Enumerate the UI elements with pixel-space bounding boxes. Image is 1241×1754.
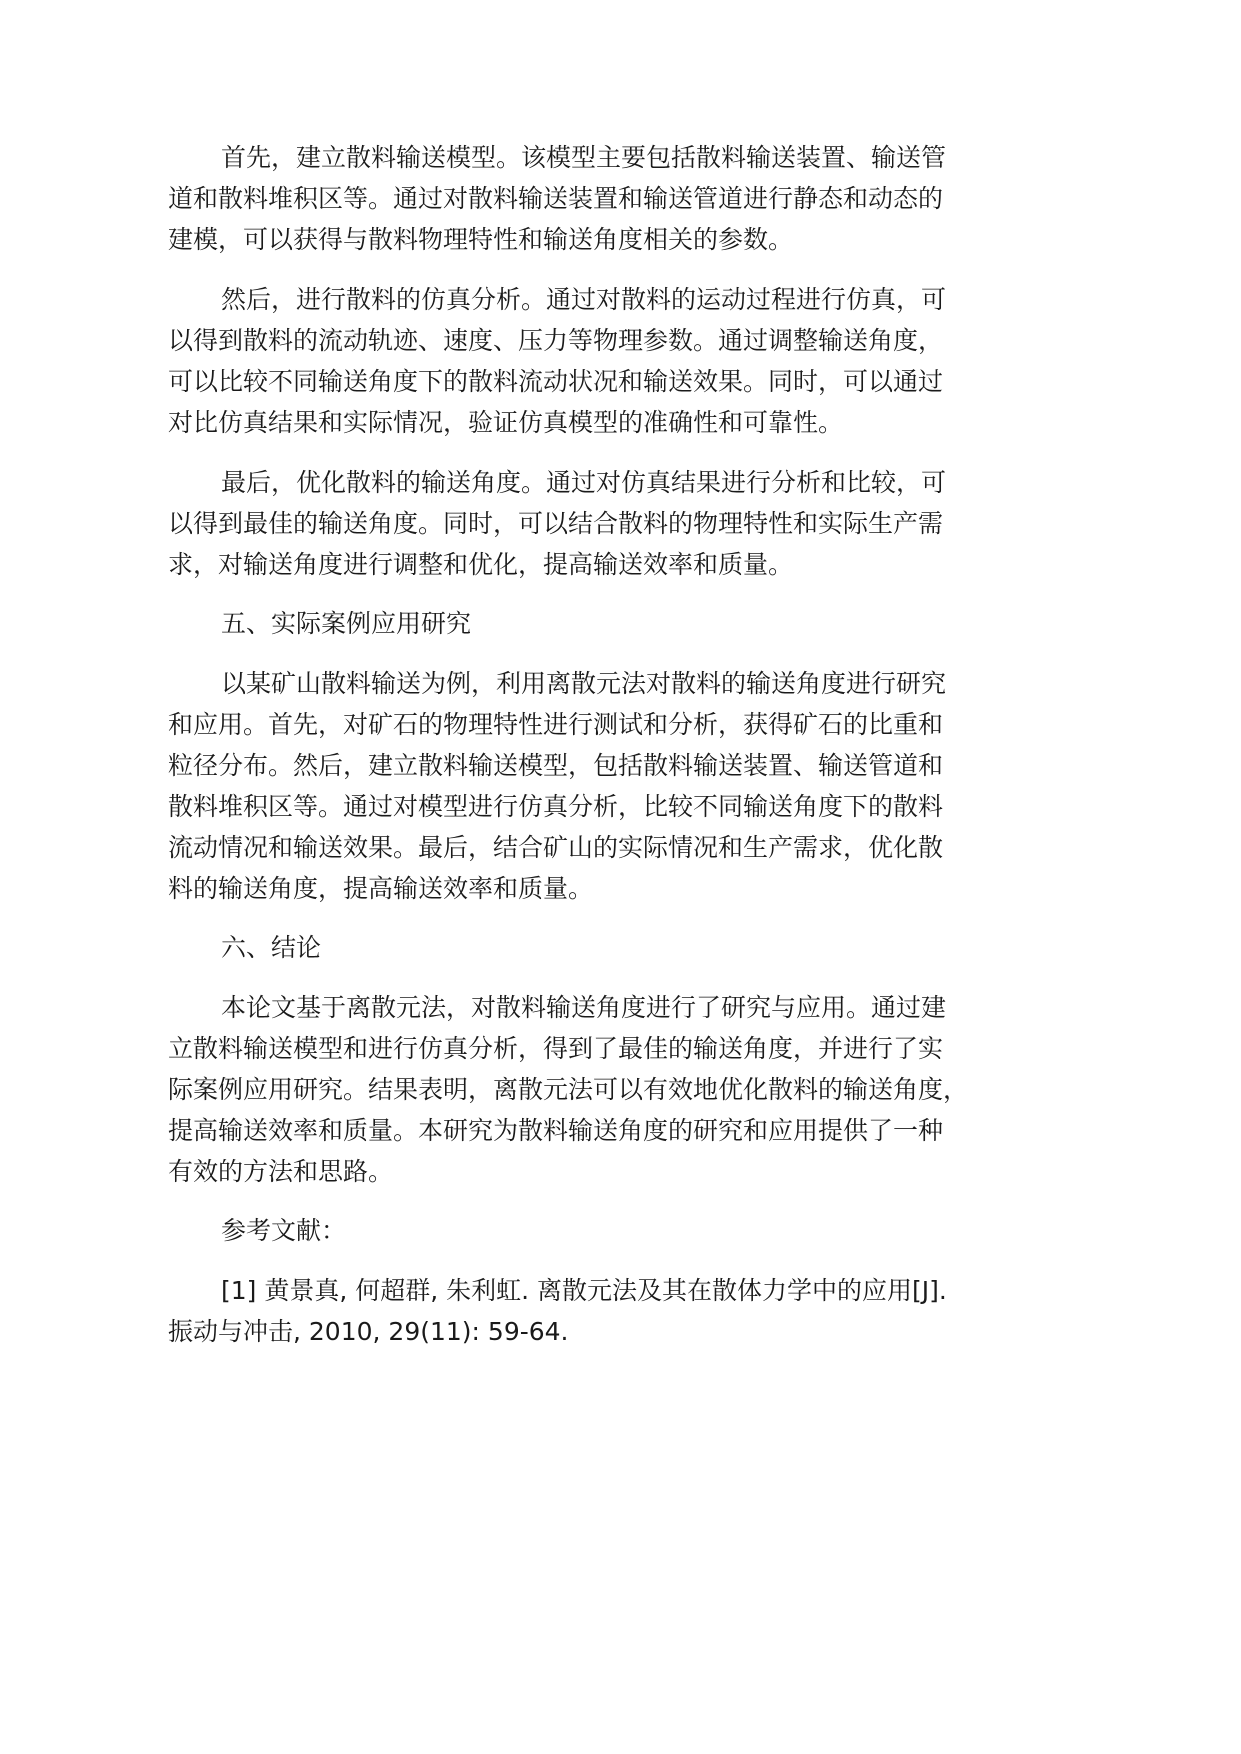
text-line: 可以比较不同输送角度下的散料流动状况和输送效果。同时，可以通过 [168,367,944,396]
text-line: 首先，建立散料输送模型。该模型主要包括散料输送装置、输送管 [221,143,947,172]
text-line: 以得到散料的流动轨迹、速度、压力等物理参数。通过调整输送角度， [168,326,944,355]
text-line: 对比仿真结果和实际情况，验证仿真模型的准确性和可靠性。 [168,408,844,437]
text-line: 立散料输送模型和进行仿真分析，得到了最佳的输送角度，并进行了实 [168,1034,944,1063]
text-line: 和应用。首先，对矿石的物理特性进行测试和分析，获得矿石的比重和 [168,710,944,739]
text-line: 以某矿山散料输送为例，利用离散元法对散料的输送角度进行研究 [221,669,947,698]
text-line: 有效的方法和思路。 [168,1157,394,1186]
text-line: 提高输送效率和质量。本研究为散料输送角度的研究和应用提供了一种 [168,1116,944,1145]
text-line: 粒径分布。然后，建立散料输送模型，包括散料输送装置、输送管道和 [168,751,944,780]
text-line: 以得到最佳的输送角度。同时，可以结合散料的物理特性和实际生产需 [168,509,944,538]
heading-text: 五、实际案例应用研究 [221,609,472,638]
text-line: 道和散料堆积区等。通过对散料输送装置和输送管道进行静态和动态的 [168,184,944,213]
heading-text: 六、结论 [221,933,322,962]
text-line: 然后，进行散料的仿真分析。通过对散料的运动过程进行仿真，可 [221,285,947,314]
text-line: [1] 黄景真, 何超群, 朱利虹. 离散元法及其在散体力学中的应用[J]. [221,1276,947,1305]
text-line: 振动与冲击, 2010, 29(11): 59-64. [168,1317,569,1346]
text-line: 料的输送角度，提高输送效率和质量。 [168,874,594,903]
text-line: 本论文基于离散元法，对散料输送角度进行了研究与应用。通过建 [221,993,947,1022]
text-line: 求，对输送角度进行调整和优化，提高输送效率和质量。 [168,550,794,579]
text-line: 际案例应用研究。结果表明，离散元法可以有效地优化散料的输送角度， [168,1075,969,1104]
text-line: 流动情况和输送效果。最后，结合矿山的实际情况和生产需求，优化散 [168,833,944,862]
text-line: 建模，可以获得与散料物理特性和输送角度相关的参数。 [168,225,794,254]
text-line: 散料堆积区等。通过对模型进行仿真分析，比较不同输送角度下的散料 [168,792,944,821]
heading-text: 参考文献： [221,1216,347,1245]
text-line: 最后，优化散料的输送角度。通过对仿真结果进行分析和比较，可 [221,468,947,497]
